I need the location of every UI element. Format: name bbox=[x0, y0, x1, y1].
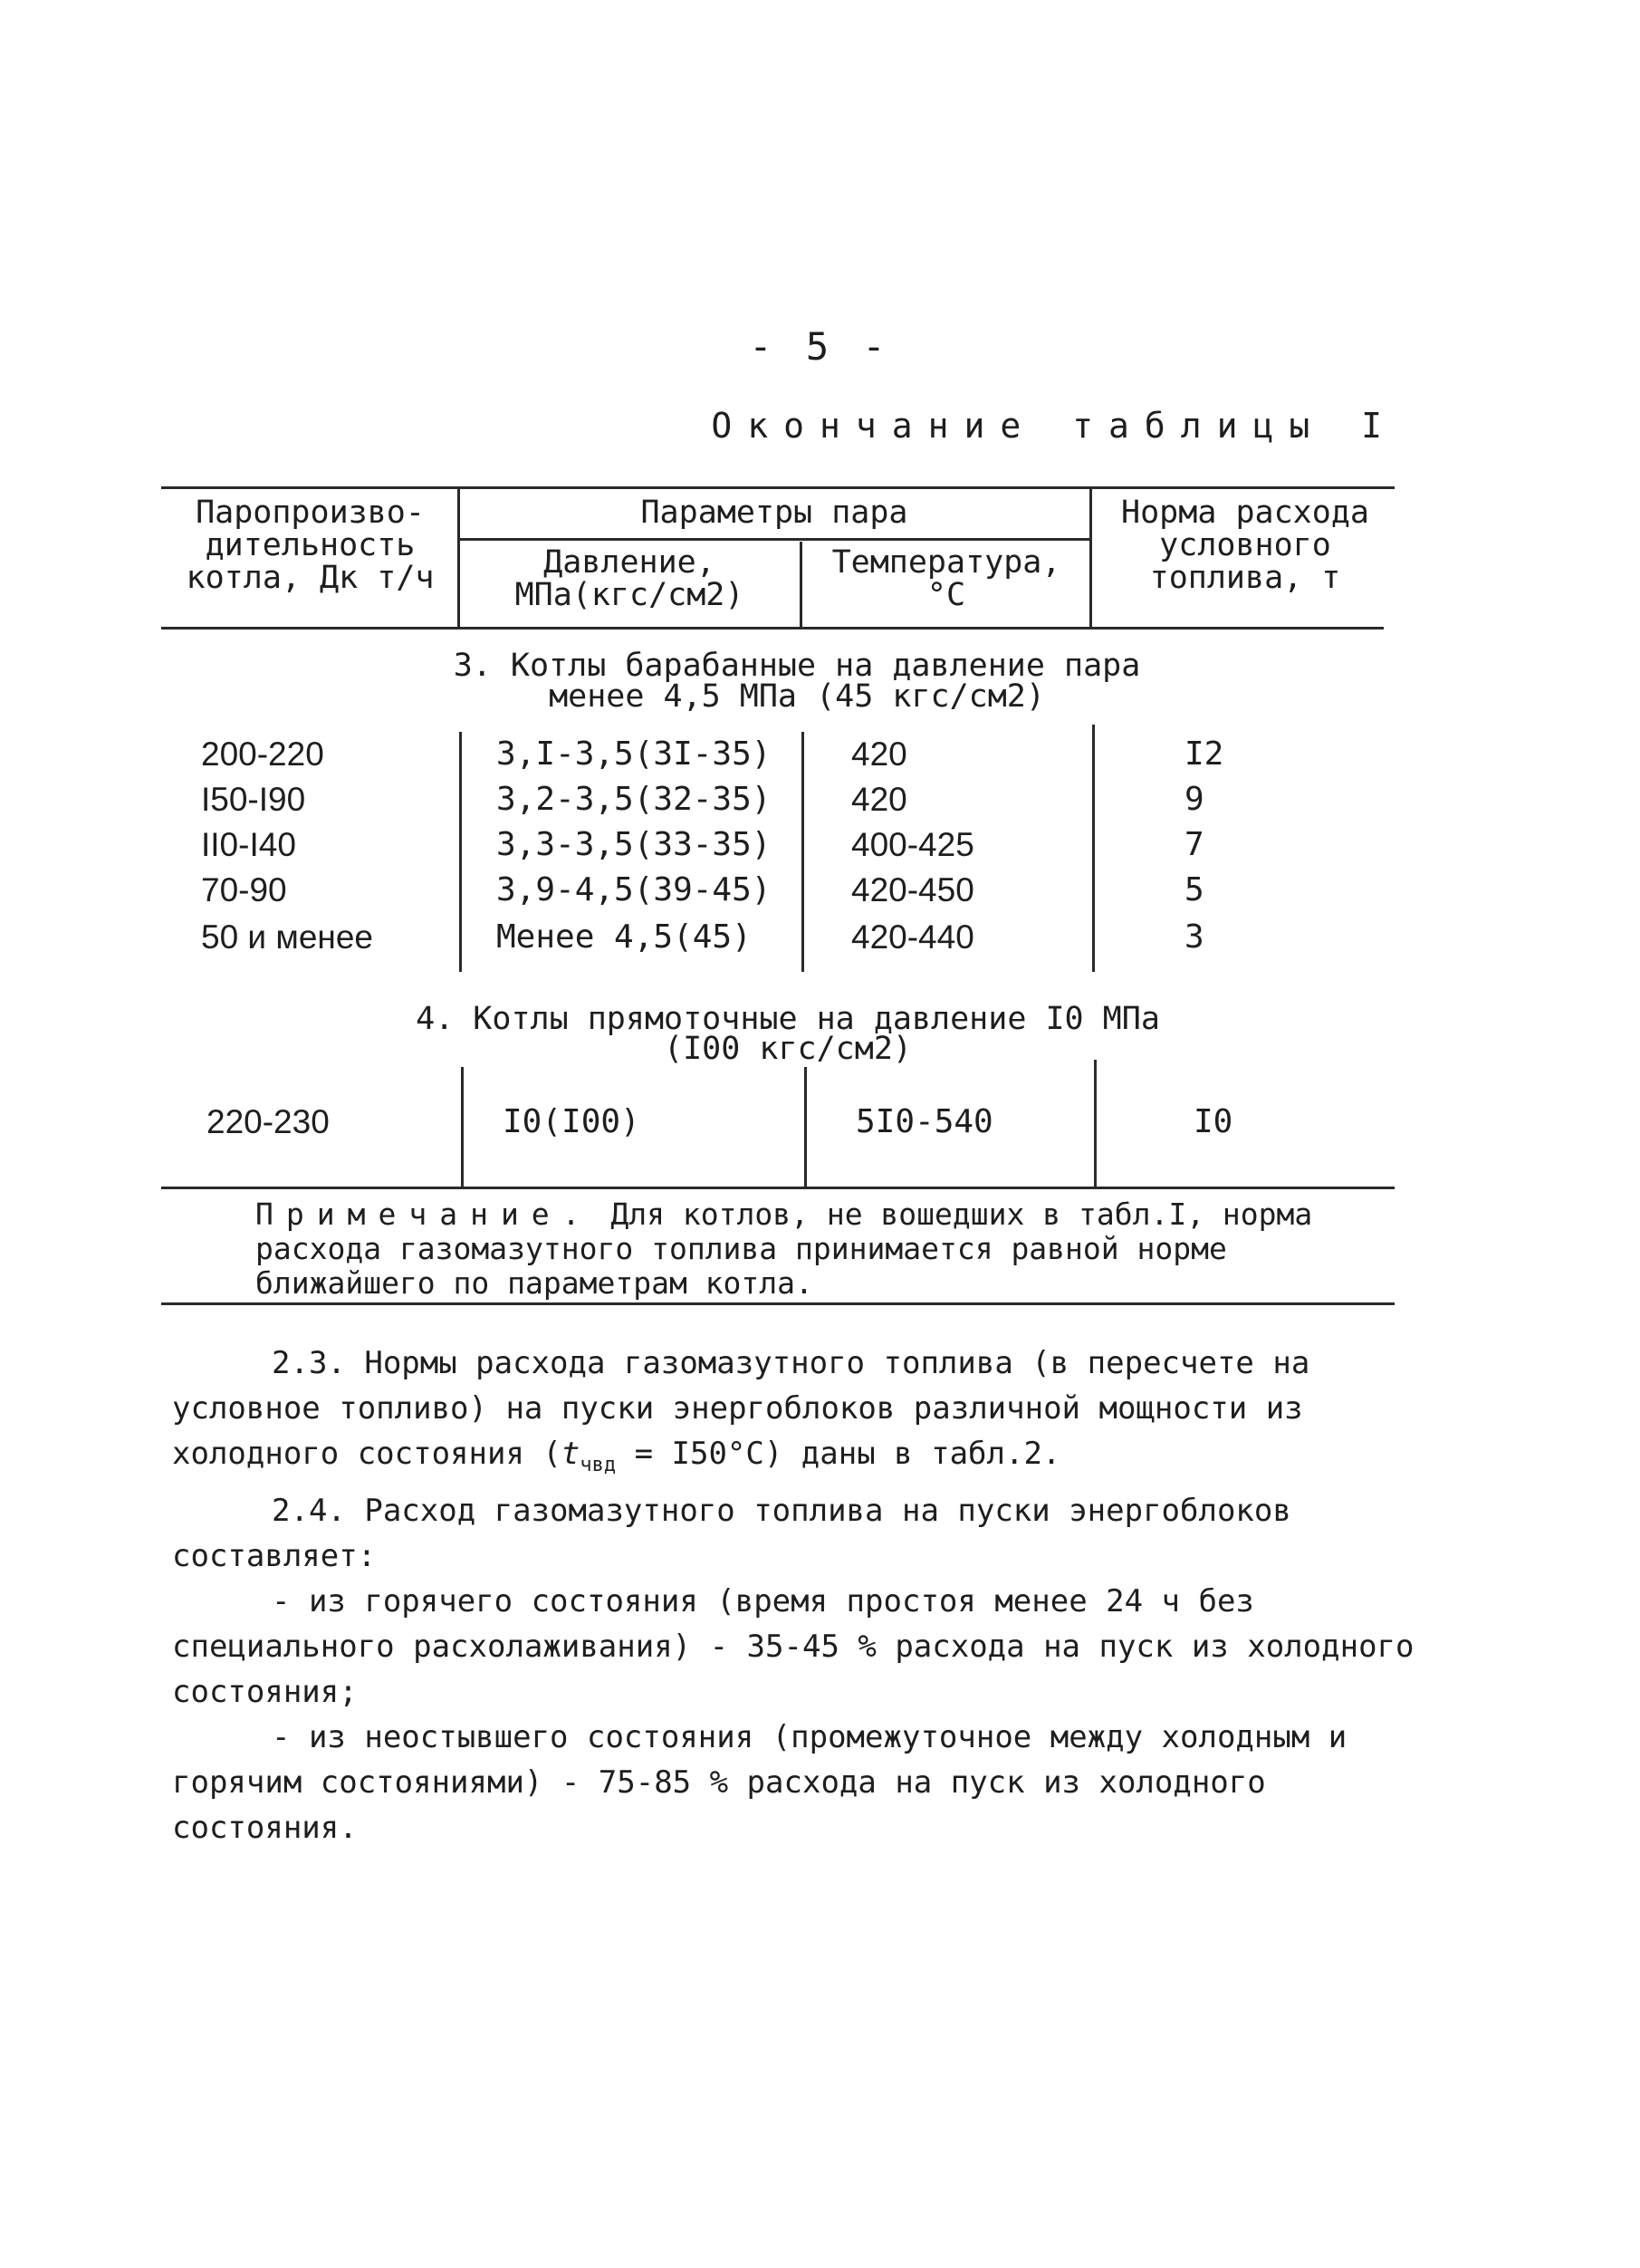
row-temperature: 420-440 bbox=[851, 918, 974, 956]
row-temperature: 420 bbox=[851, 735, 907, 773]
bullet-warm-start: - из неостывшего состояния (промежуточное между холодным и горячим состояниями) - 75-85 % расхода на пуск из холодного состояния. bbox=[172, 1718, 1347, 1846]
header-fuel-norm: Норма расхода условного топлива, т bbox=[1121, 495, 1369, 596]
row-norm: I2 bbox=[1184, 735, 1224, 773]
paragraph-2-4: 2.4. Расход газомазутного топлива на пуски энергоблоков составляет: bbox=[172, 1492, 1291, 1574]
table-caption: Окончание таблицы I bbox=[711, 406, 1397, 446]
row-capacity: 50 и менее bbox=[201, 918, 373, 956]
paragraph-2-3 bbox=[172, 1341, 1435, 1488]
table-note bbox=[255, 1197, 1396, 1301]
row-capacity: 70-90 bbox=[201, 871, 287, 908]
section-3-title-line2: менее 4,5 МПа (45 кгс/см2) bbox=[549, 678, 1045, 715]
row-capacity: 220-230 bbox=[206, 1103, 330, 1140]
row-temperature: 400-425 bbox=[851, 826, 974, 863]
row-temperature: 420-450 bbox=[851, 871, 974, 908]
p23-text-a: 2.3. Нормы расхода газомазутного топлива (в пересчете на условное топливо) на пуски энергоблоков различной мощности из холодного состояния ( bbox=[172, 1345, 1310, 1472]
sec4-divider-3 bbox=[1094, 1060, 1097, 1187]
row-pressure: 3,9-4,5(39-45) bbox=[496, 871, 772, 908]
row-pressure: 3,I-3,5(3I-35) bbox=[496, 735, 772, 773]
p23-subscript: чвд bbox=[580, 1453, 617, 1476]
header-bottom-rule bbox=[161, 627, 1384, 629]
sec3-divider-1 bbox=[459, 732, 462, 972]
p23-text-b: = I50°С) даны в табл.2. bbox=[616, 1436, 1061, 1472]
sec4-divider-2 bbox=[804, 1067, 807, 1187]
row-pressure: I0(I00) bbox=[503, 1103, 640, 1140]
row-temperature: 420 bbox=[851, 781, 907, 818]
row-capacity: 200-220 bbox=[201, 735, 324, 773]
header-divider-3 bbox=[1089, 486, 1092, 627]
row-pressure: Менее 4,5(45) bbox=[496, 918, 752, 956]
row-temperature: 5I0-540 bbox=[856, 1103, 993, 1140]
header-pressure: Давление, МПа(кгс/см2) bbox=[514, 544, 744, 613]
header-capacity: Паропроизво- дительность котла, Дк т/ч bbox=[186, 495, 435, 596]
subheader-rule bbox=[457, 538, 1091, 541]
header-divider-2 bbox=[800, 542, 802, 627]
row-norm: 7 bbox=[1184, 826, 1204, 863]
row-capacity: II0-I40 bbox=[201, 826, 296, 863]
row-pressure: 3,2-3,5(32-35) bbox=[496, 781, 772, 818]
note-bottom-rule bbox=[161, 1302, 1395, 1305]
note-text: Для котлов, не вошедших в табл.I, норма расхода газомазутного топлива принимается равной норме ближайшего по параметрам котла. bbox=[255, 1196, 1313, 1301]
row-norm: 9 bbox=[1184, 781, 1204, 818]
section-4-title-line2: (I00 кгс/см2) bbox=[664, 1031, 912, 1067]
table-bottom-rule bbox=[161, 1187, 1395, 1189]
row-norm: 5 bbox=[1184, 871, 1204, 908]
section-4-title-line1: 4. Котлы прямоточные на давление I0 МПа bbox=[416, 1001, 1160, 1037]
sec3-divider-2 bbox=[801, 732, 804, 972]
body-text bbox=[172, 1341, 1435, 1850]
header-divider-1 bbox=[457, 486, 460, 627]
p23-variable: t bbox=[561, 1436, 580, 1472]
sec3-divider-3 bbox=[1092, 725, 1095, 972]
note-label: Примечание. bbox=[255, 1196, 593, 1232]
section-3-title-line1: 3. Котлы барабанные на давление пара bbox=[453, 648, 1141, 684]
bullet-hot-start: - из горячего состояния (время простоя менее 24 ч без специального расхолаживания) - 35-45 % расхода на пуск из холодного состояния; bbox=[172, 1582, 1415, 1710]
sec4-divider-1 bbox=[461, 1067, 464, 1187]
row-norm: I0 bbox=[1194, 1103, 1233, 1140]
header-temperature: Температура, °С bbox=[831, 544, 1061, 613]
page-number: - 5 - bbox=[749, 324, 891, 369]
table-top-rule bbox=[161, 486, 1395, 489]
row-pressure: 3,3-3,5(33-35) bbox=[496, 826, 772, 863]
header-steam-params: Параметры пара bbox=[640, 495, 908, 531]
row-norm: 3 bbox=[1184, 918, 1204, 956]
row-capacity: I50-I90 bbox=[201, 781, 306, 818]
